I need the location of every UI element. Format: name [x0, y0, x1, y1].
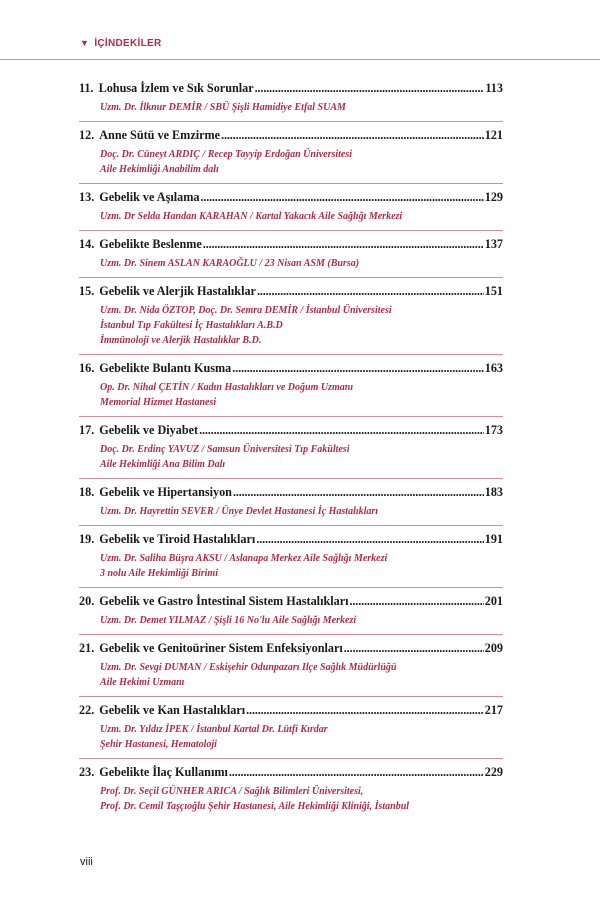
toc-entry-line: [79, 594, 503, 609]
chapter-page-number: 163: [484, 361, 503, 375]
toc-entry: [79, 697, 503, 759]
chapter-number: 21.: [79, 641, 95, 655]
author-affiliation: Doç. Dr. Cüneyt ARDIÇ / Recep Tayyip Erdoğan Üniversitesi: [100, 149, 353, 160]
section-title: İÇİNDEKİLER: [94, 38, 162, 49]
dot-leader: [200, 190, 483, 205]
toc-entry: [79, 417, 503, 479]
dot-leader: [246, 703, 484, 718]
author-affiliation: 3 nolu Aile Hekimliği Birimi: [100, 568, 218, 579]
toc-entry-line: [79, 361, 503, 376]
chapter-number: 16.: [79, 361, 95, 375]
author-affiliation: Uzm. Dr. Hayrettin SEVER / Ünye Devlet Hastanesi İç Hastalıkları: [100, 506, 379, 517]
dot-leader: [256, 532, 483, 547]
author-affiliation: Şehir Hastanesi, Hematoloji: [100, 739, 217, 750]
chapter-title: Anne Sütü ve Emzirme: [99, 128, 221, 142]
dot-leader: [344, 641, 484, 656]
toc-entry-line: [79, 765, 503, 780]
toc-entry: [79, 75, 503, 122]
dot-leader: [257, 284, 484, 299]
author-affiliation: Uzm. Dr. Demet YILMAZ / Şişli 16 No'lu Aile Sağlığı Merkezi: [100, 615, 357, 626]
author-affiliation: Uzm. Dr. Sevgi DUMAN / Eskişehir Odunpazarı Ilçe Sağlık Müdürlüğü: [100, 662, 397, 673]
chapter-authors: [100, 784, 503, 814]
chapter-number: 13.: [79, 190, 95, 204]
chapter-authors: [100, 380, 503, 410]
chapter-page-number: 137: [484, 237, 503, 251]
chapter-title: Gebelikte İlaç Kullanımı: [99, 765, 228, 779]
toc-entry-line: [79, 284, 503, 299]
toc-entry: [79, 635, 503, 697]
page-number: viii: [80, 856, 93, 868]
chapter-page-number: 183: [484, 485, 503, 499]
chapter-title: Gebelik ve Gastro İntestinal Sistem Hastalıkları: [99, 594, 349, 608]
chapter-authors: [100, 504, 503, 519]
chapter-title: Gebelik ve Alerjik Hastalıklar: [99, 284, 256, 298]
toc-entry-line: [79, 237, 503, 252]
chapter-page-number: 173: [484, 423, 503, 437]
dot-leader: [229, 765, 484, 780]
author-affiliation: Aile Hekimi Uzmanı: [100, 677, 185, 688]
chapter-page-number: 121: [484, 128, 503, 142]
author-affiliation: Uzm. Dr. İlknur DEMİR / SBÜ Şişli Hamidiye Etfal SUAM: [100, 102, 346, 113]
chapter-authors: [100, 442, 503, 472]
author-affiliation: İstanbul Tıp Fakültesi İç Hastalıkları A.B.D: [100, 320, 283, 331]
toc-entry: [79, 479, 503, 526]
dot-leader: [203, 237, 484, 252]
toc-entry-line: [79, 641, 503, 656]
author-affiliation: Op. Dr. Nihal ÇETİN / Kadın Hastalıkları ve Doğum Uzmanı: [100, 382, 354, 393]
toc-entry: [79, 278, 503, 355]
running-header: [80, 38, 162, 49]
chapter-title: Gebelik ve Tiroid Hastalıkları: [99, 532, 256, 546]
chapter-title: Gebelik ve Kan Hastalıkları: [99, 703, 246, 717]
author-affiliation: Uzm. Dr. Sinem ASLAN KARAOĞLU / 23 Nisan ASM (Bursa): [100, 258, 360, 269]
chapter-title: Gebelik ve Genitoüriner Sistem Enfeksiyonları: [99, 641, 343, 655]
chapter-number: 18.: [79, 485, 95, 499]
toc-entry: [79, 526, 503, 588]
chapter-number: 15.: [79, 284, 95, 298]
triangle-down-icon: ▼: [80, 38, 90, 48]
chapter-authors: [100, 209, 503, 224]
author-affiliation: Uzm. Dr. Saliha Büşra AKSU / Aslanapa Merkez Aile Sağlığı Merkezi: [100, 553, 388, 564]
author-affiliation: Memorial Hizmet Hastanesi: [100, 397, 217, 408]
toc-entry: [79, 122, 503, 184]
chapter-page-number: 229: [484, 765, 503, 779]
author-affiliation: Prof. Dr. Seçil GÜNHER ARICA / Sağlık Bilimleri Üniversitesi,: [100, 786, 364, 797]
toc-entry-line: [79, 703, 503, 718]
toc-entry: [79, 759, 503, 820]
table-of-contents: [79, 75, 503, 820]
author-affiliation: Uzm. Dr. Nida ÖZTOP, Doç. Dr. Semra DEMİR / İstanbul Üniversitesi: [100, 305, 392, 316]
toc-entry-line: [79, 190, 503, 205]
author-affiliation: İmmünoloji ve Alerjik Hastalıklar B.D.: [100, 335, 262, 346]
chapter-page-number: 209: [484, 641, 503, 655]
chapter-page-number: 151: [484, 284, 503, 298]
dot-leader: [350, 594, 484, 609]
toc-entry-line: [79, 423, 503, 438]
chapter-authors: [100, 100, 503, 115]
chapter-authors: [100, 660, 503, 690]
chapter-authors: [100, 303, 503, 348]
chapter-title: Gebelik ve Aşılama: [99, 190, 200, 204]
chapter-authors: [100, 613, 503, 628]
chapter-page-number: 201: [484, 594, 503, 608]
chapter-title: Gebelikte Beslenme: [99, 237, 202, 251]
toc-entry-line: [79, 485, 503, 500]
dot-leader: [199, 423, 484, 438]
chapter-authors: [100, 722, 503, 752]
author-affiliation: Uzm. Dr Selda Handan KARAHAN / Kartal Yakacık Aile Sağlığı Merkezi: [100, 211, 403, 222]
toc-entry: [79, 184, 503, 231]
chapter-number: 12.: [79, 128, 95, 142]
toc-entry: [79, 355, 503, 417]
author-affiliation: Aile Hekimliği Ana Bilim Dalı: [100, 459, 226, 470]
chapter-title: Gebelikte Bulantı Kusma: [99, 361, 232, 375]
chapter-number: 22.: [79, 703, 95, 717]
toc-entry: [79, 231, 503, 278]
chapter-authors: [100, 551, 503, 581]
chapter-number: 11.: [79, 81, 94, 95]
dot-leader: [233, 485, 484, 500]
chapter-number: 23.: [79, 765, 95, 779]
toc-entry-line: [79, 128, 503, 143]
chapter-number: 17.: [79, 423, 95, 437]
toc-entry-line: [79, 532, 503, 547]
author-affiliation: Uzm. Dr. Yıldız İPEK / İstanbul Kartal Dr. Lütfi Kırdar: [100, 724, 328, 735]
chapter-page-number: 217: [484, 703, 503, 717]
author-affiliation: Prof. Dr. Cemil Taşçıoğlu Şehir Hastanesi, Aile Hekimliği Kliniği, İstanbul: [100, 801, 410, 812]
chapter-page-number: 129: [484, 190, 503, 204]
chapter-number: 20.: [79, 594, 95, 608]
toc-entry-line: [79, 81, 503, 96]
chapter-authors: [100, 256, 503, 271]
chapter-title: Gebelik ve Hipertansiyon: [99, 485, 232, 499]
dot-leader: [232, 361, 483, 376]
author-affiliation: Doç. Dr. Erdinç YAVUZ / Samsun Üniversitesi Tıp Fakültesi: [100, 444, 350, 455]
chapter-title: Lohusa İzlem ve Sık Sorunlar: [98, 81, 254, 95]
chapter-title: Gebelik ve Diyabet: [99, 423, 199, 437]
toc-entry: [79, 588, 503, 635]
chapter-number: 14.: [79, 237, 95, 251]
chapter-authors: [100, 147, 503, 177]
author-affiliation: Aile Hekimliği Anabilim dalı: [100, 164, 219, 175]
dot-leader: [255, 81, 485, 96]
chapter-number: 19.: [79, 532, 95, 546]
chapter-page-number: 113: [485, 81, 503, 95]
header-divider: [0, 59, 600, 60]
chapter-page-number: 191: [484, 532, 503, 546]
dot-leader: [221, 128, 484, 143]
